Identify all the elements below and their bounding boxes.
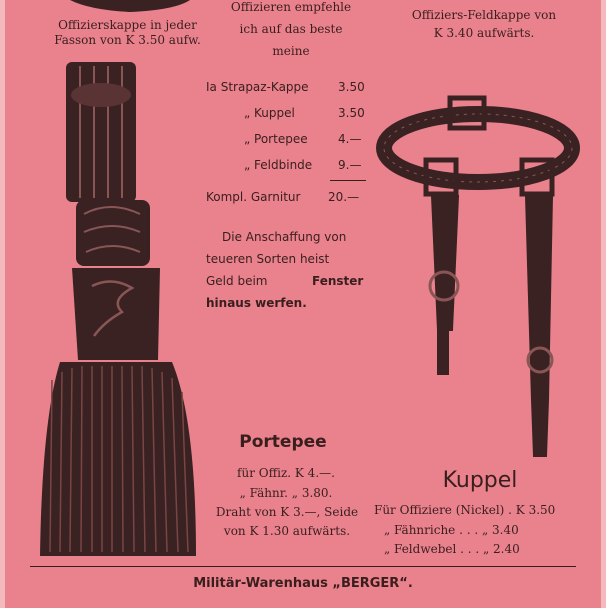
- price-item-value: 9.—: [338, 158, 362, 172]
- kuppel-belt-engraving: [384, 98, 572, 456]
- portepee-line1: für Offiz. K 4.—.: [237, 466, 335, 480]
- footer-rule: [30, 566, 576, 567]
- price-item-value: 4.—: [338, 132, 362, 146]
- kuppel-line1: Für Offiziere (Nickel) . K 3.50: [374, 503, 556, 517]
- price-item-label: Kompl. Garnitur: [206, 190, 301, 204]
- advice-line1: Die Anschaffung von: [222, 230, 347, 244]
- footer-company: Militär-Warenhaus „BERGER“.: [193, 576, 413, 591]
- price-item-value: 20.—: [328, 190, 360, 204]
- portepee-heading: Portepee: [239, 432, 327, 452]
- kuppel-line3: „ Feldwebel . . . „ 2.40: [384, 542, 520, 556]
- officer-cap-engraving: [70, 0, 190, 12]
- advice-line3a: Geld beim: [206, 274, 268, 288]
- price-item-label: Ia Strapaz-Kappe: [206, 80, 309, 94]
- cap-caption-line1: Offizierskappe in jeder: [58, 18, 197, 32]
- feldkappe-caption-line1: Offiziers-Feldkappe von: [411, 8, 557, 22]
- price-item-label: „ Kuppel: [244, 106, 295, 120]
- price-item-value: 3.50: [338, 80, 365, 94]
- kuppel-line2: „ Fähnriche . . . „ 3.40: [384, 523, 519, 537]
- portepee-line2: „ Fähnr. „ 3.80.: [239, 486, 333, 500]
- intro-line2: ich auf das beste: [239, 22, 343, 36]
- feldkappe-caption-line2: K 3.40 aufwärts.: [433, 26, 535, 40]
- portepee-line4: von K 1.30 aufwärts.: [223, 524, 351, 538]
- price-item-label: „ Feldbinde: [244, 158, 313, 172]
- intro-line1: Offizieren empfehle: [230, 0, 352, 14]
- advice-line3b: Fenster: [312, 274, 364, 288]
- sum-rule: [330, 180, 366, 181]
- portepee-line3: Draht von K 3.—, Seide: [215, 505, 359, 519]
- advice-line4: hinaus werfen.: [206, 296, 307, 310]
- price-item-label: „ Portepee: [244, 132, 308, 146]
- portepee-engraving: [40, 62, 196, 556]
- price-item-value: 3.50: [338, 106, 365, 120]
- intro-line3: meine: [272, 44, 310, 58]
- advice-line2: teueren Sorten heist: [206, 252, 330, 266]
- kuppel-heading: Kuppel: [442, 468, 518, 493]
- cap-caption-line2: Fasson von K 3.50 aufw.: [54, 33, 201, 47]
